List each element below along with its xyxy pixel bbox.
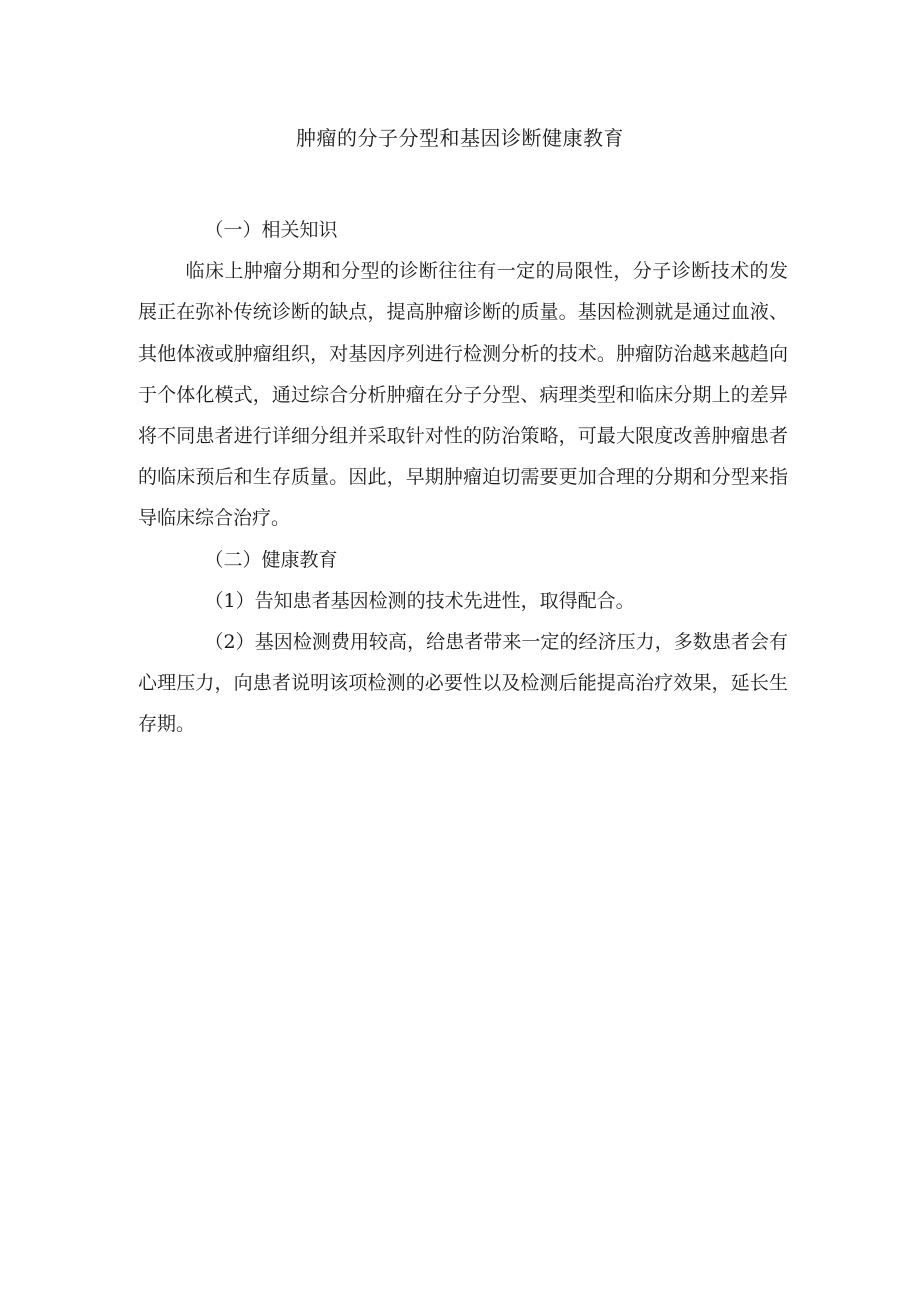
section-heading-health-education: （二）健康教育	[204, 548, 338, 571]
list-item-1: （1）告知患者基因检测的技术先进性，取得配合。	[204, 589, 635, 612]
document-title: 肿瘤的分子分型和基因诊断健康教育	[296, 126, 624, 150]
paragraph-related-knowledge: 临床上肿瘤分期和分型的诊断往往有一定的局限性，分子诊断技术的发展正在弥补传统诊断的缺点，提高肿瘤诊断的质量。基因检测就是通过血液、其他体液或肿瘤组织，对基因序列进行检测分析的技术。肿瘤防治越来越趋向于个体化模式，通过综合分析肿瘤在分子分型、病理类型和临床分期上的差异将不同患者进行详细分组并采取针对性的防治策略，可最大限度改善肿瘤患者的临床预后和生存质量。因此，早期肿瘤迫切需要更加合理的分期和分型来指导临床综合治疗。	[138, 260, 788, 530]
document-body	[138, 210, 788, 746]
list-item-2: （2）基因检测费用较高，给患者带来一定的经济压力，多数患者会有心理压力，向患者说明该项检测的必要性以及检测后能提高治疗效果，延长生存期。	[138, 631, 788, 736]
section-heading-related-knowledge: （一）相关知识	[204, 219, 338, 241]
